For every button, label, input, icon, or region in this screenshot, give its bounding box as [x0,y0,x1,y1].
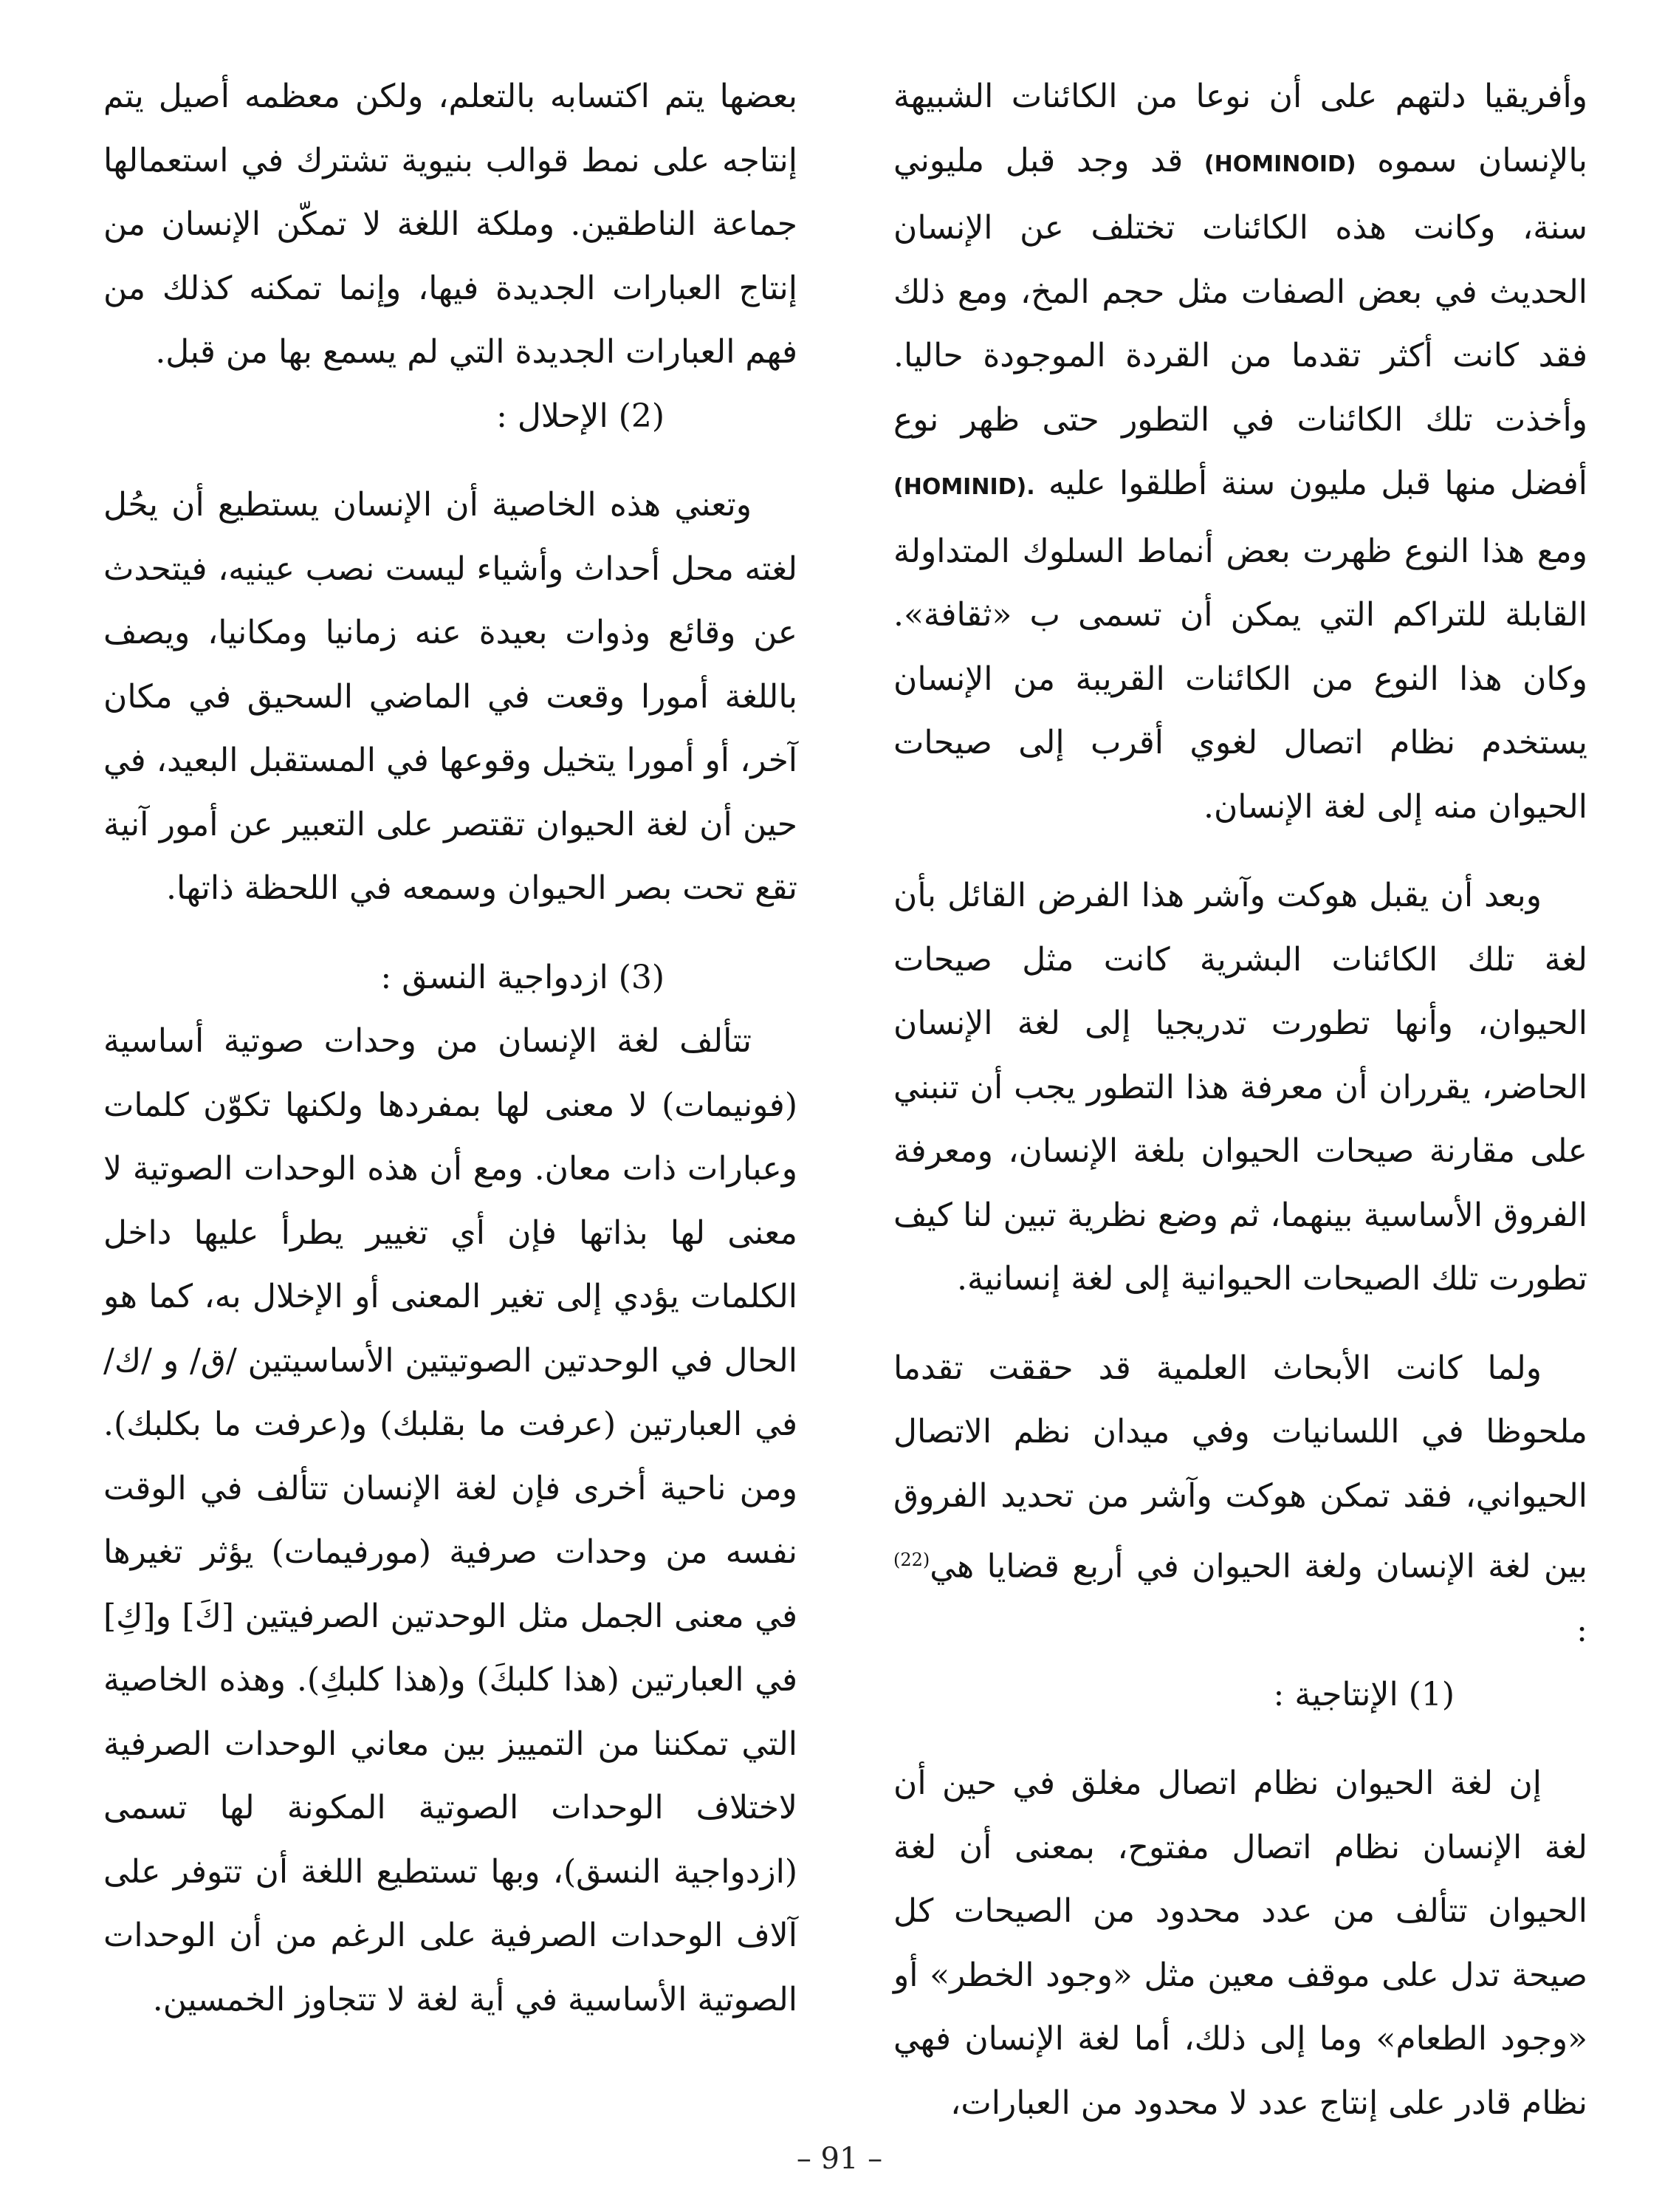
left-paragraph-3: تتألف لغة الإنسان من وحدات صوتية أساسية (فونيمات) لا معنى لها بمفردها ولكنها تكوّن كلمات وعبارات ذات معان. ومع أن هذه الوحدات الصوتية لا معنى لها بذاتها فإن أي تغيير يطرأ عليها داخل الكلمات يؤدي إلى تغير المعنى أو الإخلال به، كما هو الحال في الوحدتين الصوتيتين الأساسيتين /ق/ و /ك/ في العبارتين (عرفت ما بقلبك) و(عرفت ما بكلبك). ومن ناحية أخرى فإن لغة الإنسان تتألف في الوقت نفسه من وحدات صرفية (مورفيمات) يؤثر تغيرها في معنى الجمل مثل الوحدتين الصرفيتين [كَ] و[كِ] في العبارتين (هذا كلبكَ) و(هذا كلبكِ). وهذه الخاصية التي تمكننا من التمييز بين معاني الوحدات الصرفية لاختلاف الوحدات الصوتية المكونة لها تسمى (ازدواجية النسق)، وبها تستطيع اللغة أن تتوفر على آلاف الوحدات الصرفية على الرغم من أن الوحدات الصوتية الأساسية في أية لغة لا تتجاوز الخمسين. [103,1022,797,2018]
text-span: : [1576,1612,1587,1650]
text-span: قد وجد قبل مليوني سنة، وكانت هذه الكائنات تختلف عن الإنسان الحديث في بعض الصفات مثل حجم المخ، ومع ذلك فقد كانت أكثر تقدما من القردة الموجودة حاليا. وأخذت تلك الكائنات في التطور حتى ظهر نوع أفضل منها قبل مليون سنة أطلقوا عليه [893,141,1587,502]
heading-duality: (3) ازدواجية النسق : [380,958,665,996]
heading-displacement: (2) الإحلال : [496,397,665,435]
right-column [893,65,1587,2135]
text-span: وأفريقيا دلتهم على أن نوعا من الكائنات الشبيهة بالإنسان سموه [893,78,1587,179]
page-number: – 91 – [796,2142,883,2176]
heading-productivity: (1) الإنتاجية : [1273,1675,1455,1713]
right-paragraph-1 [893,65,1587,839]
left-paragraph-2: وتعني هذه الخاصية أن الإنسان يستطيع أن يحُل لغته محل أحداث وأشياء ليست نصب عينيه، فيتحدث عن وقائع وذوات بعيدة عنه زمانيا ومكانيا، ويصف باللغة أمورا وقعت في الماضي السحيق في مكان آخر، أو أمورا يتخيل وقوعها في المستقبل البعيد، في حين أن لغة الحيوان تقتصر على التعبير عن أمور آنية تقع تحت بصر الحيوان وسمعه في اللحظة ذاتها. [103,486,797,907]
left-paragraph-1: بعضها يتم اكتسابه بالتعلم، ولكن معظمه أصيل يتم إنتاجه على نمط قوالب بنيوية تشترك في استعمالها جماعة الناطقين. وملكة اللغة لا تمكّن الإنسان من إنتاج العبارات الجديدة فيها، وإنما تمكنه كذلك من فهم العبارات الجديدة التي لم يسمع بها من قبل. [103,78,797,371]
latin-term: (HOMINID). [893,474,1035,500]
text-span: ولما كانت الأبحاث العلمية قد حققت تقدما ملحوظا في اللسانيات وفي ميدان نظم الاتصال الحيواني، فقد تمكن هوكت وآشر من تحديد الفروق بين لغة الإنسان ولغة الحيوان في أربع قضايا هي [893,1349,1587,1586]
right-paragraph-2: وبعد أن يقبل هوكت وآشر هذا الفرض القائل بأن لغة تلك الكائنات البشرية كانت مثل صيحات الحيوان، وأنها تطورت تدريجيا إلى لغة الإنسان الحاضر، يقرران أن معرفة هذا التطور يجب أن تنبني على مقارنة صيحات الحيوان بلغة الإنسان، ومعرفة الفروق الأساسية بينهما، ثم وضع نظرية تبين لنا كيف تطورت تلك الصيحات الحيوانية إلى لغة إنسانية. [893,877,1587,1298]
left-column [103,65,797,2032]
text-span: ومع هذا النوع ظهرت بعض أنماط السلوك المتداولة القابلة للتراكم التي يمكن أن تسمى ب «ثقافة». وكان هذا النوع من الكائنات القريبة من الإنسان يستخدم نظام اتصال لغوي أقرب إلى صيحات الحيوان منه إلى لغة الإنسان. [893,532,1587,826]
right-paragraph-4: إن لغة الحيوان نظام اتصال مغلق في حين أن لغة الإنسان نظام اتصال مفتوح، بمعنى أن لغة الحيوان تتألف من عدد محدود من الصيحات كل صيحة تدل على موقف معين مثل «وجود الخطر» أو «وجود الطعام» وما إلى ذلك، أما لغة الإنسان فهي نظام قادر على إنتاج عدد لا محدود من العبارات، [893,1764,1587,2122]
latin-term: (HOMINOID) [1204,151,1356,177]
footnote-ref: (22) [893,1550,930,1570]
right-paragraph-3 [893,1337,1587,1663]
